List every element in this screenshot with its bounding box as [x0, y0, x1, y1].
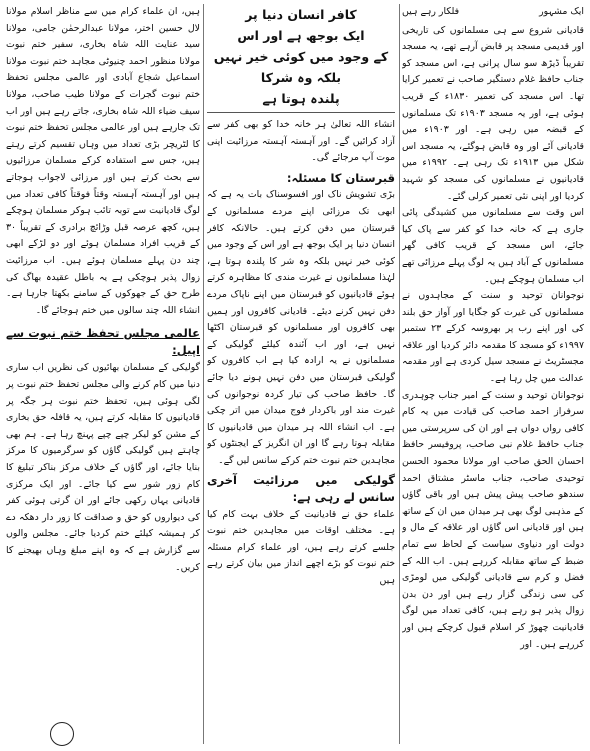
paragraph: ہیں، ان علماء کرام میں سے مناظر اسلام مولانا لال حسین اختر، مولانا عبدالرحمٰن جامی، مولانا سید عنایت اللہ شاہ بخاری، سفیر ختم نبوت مولانا منظور احمد چنیوٹی مجاہد ختم نبوت مولانا اسماعیل شجاع آبادی اور عالمی مجلس تحفظ ختم نبوت گجرات کے مولانا طیب صاحب، مولانا سیف ضیاء اللہ شاہ بخاری، جاتے رہے ہیں اور اب تک جارہے ہیں اور عالمی مجلس تحفظ ختم نبوت کا لٹریچر بڑی تعداد میں وہاں تقسیم کرتے رہتے ہیں، جس سے استفادہ کرکے مسلمان مرزائیوں سے بحث کرتے ہیں اور مرزائی لاجواب ہوجاتے ہیں اور آہستہ آہستہ وقتاً فوقتاً کافی تعداد میں لوگ قادیانیت سے توبہ تائب ہوکر مسلمان ہوچکے ہیں، کچھ عرصہ قبل وڑائچ برادری کے تقریباً ۳۰ کے قریب افراد مسلمان ہوئے اور دو لڑکے ابھی چند دن پہلے مسلمان ہوئے ہیں۔ اب مرزائیت زوال پذیر ہوچکی ہے یہ باطل عقیدہ بھاگ کی طرح حق کے جھوکوں کے سامنے بکھتا جارہا ہے۔ انشاء اللہ چند سالوں میں ختم ہوجائے گا۔	[6, 6, 200, 316]
column-divider	[203, 4, 204, 744]
section-heading: گولیکی میں مرزائیت آخری سانس لے رہی ہے:	[207, 473, 395, 505]
paragraph: قادیانی شروع سے ہی مسلمانوں کی تاریخی اور قدیمی مسجد پر قابض آرہے تھے، یہ مسجد تقریباً ڈیڑھ سو سال پرانی ہے، اس مسجد کو جناب حافظ غلام دستگیر صاحب نے تعمیر کرایا تھا۔ اس مسجد کی تعمیر ۱۸۳۰ء کے قریب ہوئی ہے، اور یہ مسجد ۱۹۰۳ء تک مسلمانوں کے قبضہ میں رہی ہے۔ اور ۱۹۰۳ء میں قادیانی آئے اور وہ قابض ہوگئے، یہ مسجد اس شکل میں ۱۹۱۳ء تک رہی ہے۔ ۱۹۹۲ء میں قادیانیوں نے مسلمانوں کی مسجد کو شہید کردیا اور اپنی نئی تعمیر کرلی گئے۔	[402, 24, 584, 202]
headline-line: ایک بوجھ ہے اور اس	[237, 28, 365, 43]
column-divider	[399, 4, 400, 744]
headline-line: پلندہ ہوتا ہے	[262, 91, 340, 106]
column-header	[402, 4, 584, 21]
section-heading: قبرستان کا مسئلہ:	[286, 170, 395, 185]
circle-mark	[50, 722, 74, 746]
headline-line: کافر انسان دنیا پر	[245, 7, 357, 22]
article-headline	[207, 4, 395, 113]
header-left-text: فلکار رہے ہیں	[402, 6, 460, 17]
left-column	[6, 4, 200, 576]
right-column	[402, 4, 584, 653]
paragraph: علماء حق نے قادیانیت کے خلاف بہت کام کیا ہے۔ مختلف اوقات میں مجاہدین ختم نبوت جلسے کرتے رہے ہیں، اور علماء کرام مسئلہ ختم نبوت کو بڑے اچھے انداز میں بیان کرتے رہے ہیں	[207, 508, 395, 587]
paragraph: انشاء اللہ تعالیٰ ہر خانہ خدا کو بھی کفر سے آزاد کرائیں گے۔ اور آہستہ آہستہ مرزائیت اپنی موت آپ مرجائے گی۔	[207, 119, 395, 164]
paragraph: اس وقت سے مسلمانوں میں کشیدگی پائی جاری ہے کہ خانہ خدا کو کفر سے پاک کیا جائے، اس مسجد کے قریب کافی گھر مسلمانوں کے آباد ہیں یہ لوگ پہلے مرزائی تھے اب مسلمان ہوچکے ہیں۔	[402, 207, 584, 285]
headline-line: کے وجود میں کوئی خیر نہیں بلکہ وہ شرکا	[213, 49, 389, 85]
appeal-heading: عالمی مجلس تحفظ ختم نبوت سے اپیل:	[6, 326, 200, 357]
paragraph: نوجوانان توحید و سنت کے مجاہدوں نے مسلمانوں کی غیرت کو جگایا اور آواز حق بلند کی اور اپنے رب پر بھروسہ کرکے ۲۳ ستمبر ۱۹۹۷ء کو مسجد کا مقدمہ دائر کردیا اور علاقہ مجسٹریٹ نے مسجد سیل کردی ہے اور مقدمہ عدالت میں چل رہا ہے۔	[402, 290, 584, 385]
header-right-text: ایک مشہور	[539, 6, 584, 17]
middle-column	[207, 4, 395, 590]
paragraph: گولیکی کے مسلمان بھائیوں کی نظریں اب ساری دنیا میں کام کرنے والی مجلس تحفظ ختم نبوت پر لگی ہوئی ہیں، تحفظ ختم نبوت ہر جگہ پر قادیانیوں کا مقابلہ کرتے ہیں، یہ قافلہ حق بخاری کے مشن کو لیکر چپے چپے پہنچ رہا ہے۔ ہم بھی چاہتے ہیں گولیکی گاؤں کو سرگرمیوں کا مرکز بنایا جائے، اور گاؤں کے خلاف مرکز بناکر تبلیغ کا کام زور شور سے کیا جائے۔ اور ایک مرکزی قادیانی یہاں رکھی جائے اور ان گرتی ہوئی کفر کی دیواروں کو حق و صداقت کا زور دار دھکہ دے کر ہمیشہ کیلئے ختم کردیا جائے۔ مجلس والوں سے گزارش ہے کہ وہ اپنے مبلغ وہاں بھیجنے کا کریں۔	[6, 362, 200, 573]
paragraph: نوجوانان توحید و سنت کے امیر جناب چوہدری سرفراز احمد صاحب کی قیادت میں یہ کام کافی رواں دواں ہے اور ان کی سرپرستی میں جناب حافظ غلام نبی صاحب، پروفیسر حافظ احسان الحق صاحب اور مولانا محمود الحسن توحیدی صاحب، جناب ماسٹر مشتاق احمد سندھو صاحب پیش پیش ہیں اور باقی گاؤں کے مذہبی لوگ بھی ہر میدان میں ان کے ساتھ ہیں اور قادیانی اس گاؤں اور علاقہ کے مال و دولت اور دنیاوی سیاست کے لحاظ سے تمام ضبط کے ساتھ مقابلہ کررہے ہیں۔ اب اللہ کے فضل و کرم سے قادیانی گولیکی میں لومڑی کی سی زندگی گزار رہے ہیں اور دن بدن زوال پذیر ہو رہے ہیں، کافی تعداد میں لوگ قادیانیت چھوڑ کر اسلام قبول کرچکے ہیں اور کررہے ہیں۔ اور	[402, 389, 584, 650]
paragraph: بڑی تشویش ناک اور افسوسناک بات یہ ہے کہ ابھی تک مرزائی اپنے مردے مسلمانوں کے قبرستان میں دفن کرتے ہیں۔ حالانکہ کافر انسان دنیا پر ایک بوجھ ہے اور اس کے وجود میں کوئی خیر نہیں بلکہ وہ شر کا پلندہ ہوتا ہے، لہٰذا مسلمانوں نے غیرت مندی کا مظاہرہ کرتے ہوئے قادیانیوں کو قبرستان میں اپنے ناپاک مردے دفن نہیں کرنے دیئے۔ قادیانی کافروں اور ہمیں بھی کافروں اور مسلمانوں کو قبرستان اکٹھا نہیں ہے، اور اب آئندہ کیلئے گولیکی کے مسلمانوں نے یہ ارادہ کیا ہے اب کافروں کو گولیکی قبرستان میں دفن نہیں ہونے دیا جائے گا۔ حافظ صاحب کی تیار کردہ نوجوانوں کی غیرت مند اور باکردار فوج میدان میں اتر چکی ہے۔ اب انشاء اللہ ہر میدان میں قادیانیوں کا مقابلہ ہوتا رہے گا اور ان انگریز کے ایجنٹوں کو مجاہدین ختم نبوت ختم کرکے سانس لیں گے۔	[207, 189, 395, 466]
